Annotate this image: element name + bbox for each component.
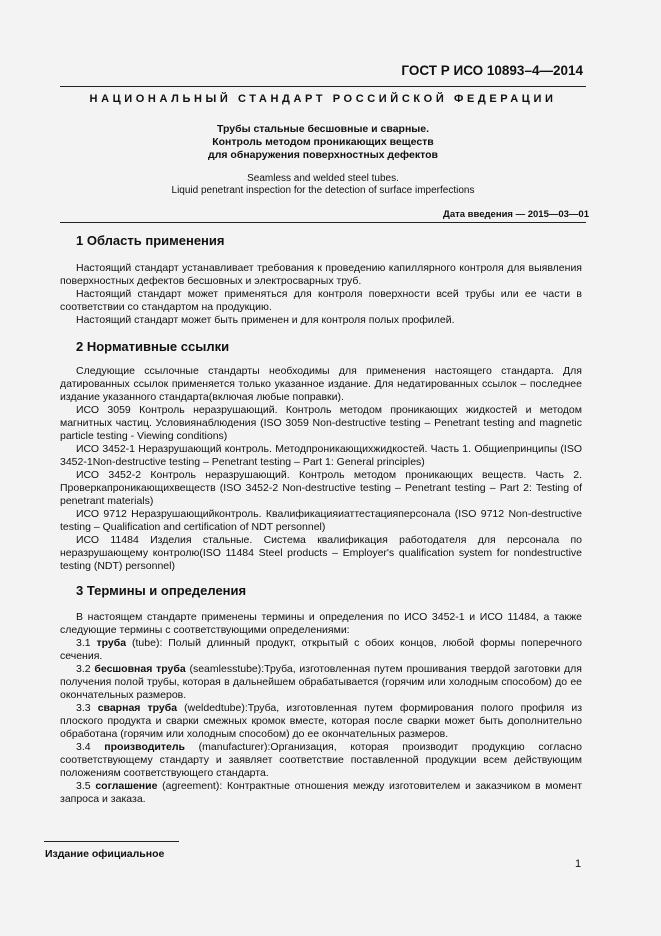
term-number: 3.5 (76, 780, 91, 792)
term-definition (60, 702, 582, 741)
term-definition (60, 741, 582, 780)
section-3-body (60, 611, 582, 806)
section-1-body (60, 262, 582, 327)
term-text: (seamlesstube):Труба, изготовленная путем прошивания твердой заготовки для получения полой трубы, которая в дальнейшем обрабатывается (горячим или холодным способом) до ее окончательных размеров. (60, 663, 582, 701)
term-name: труба (96, 637, 127, 649)
term-number: 3.2 (76, 663, 91, 675)
page-number: 1 (575, 858, 582, 870)
term-name: соглашение (95, 780, 158, 792)
term-definition (60, 780, 582, 806)
section-1-paragraph: Настоящий стандарт устанавливает требования к проведению капиллярного контроля для выявления поверхностных дефектов бесшовных и электросварных труб. (60, 262, 582, 287)
title-ru-line-3: для обнаружения поверхностных дефектов (208, 149, 438, 161)
title-en-line-1: Seamless and welded steel tubes. (247, 173, 399, 184)
reference-iso-11484: ИСО 11484 Изделия стальные. Система квалификация работодателя для персонала по неразрушающему контролю(ISO 11484 Steel products – Employer's qualification system for nondestructive testing (NDT) personnel) (60, 534, 582, 572)
section-1-heading: 1 Область применения (76, 233, 225, 248)
reference-iso-3452-1: ИСО 3452-1 Неразрушающий контроль. Методпроникающихжидкостей. Часть 1. Общиепринципы (ISO 3452-1Non-destructive testing – Penetrant testing – Part 1: General principles) (60, 443, 582, 468)
term-definition (60, 637, 582, 663)
section-1-paragraph: Настоящий стандарт может быть применен и для контроля полых профилей. (76, 314, 455, 326)
term-text: (manufacturer):Организация, которая производит продукцию согласно соответствующему стандарту и заявляет соответствие поставленной продукции всем действующим положениям соответствующего стандарта. (60, 741, 582, 779)
reference-iso-3452-2: ИСО 3452-2 Контроль неразрушающий. Контроль методом проникающих веществ. Часть 2. Проверкапроникающихвеществ (ISO 3452-2 Non-destructive testing – Penetrant testing – Part 2: Testing of penetrant materials) (60, 469, 582, 507)
term-name: производитель (104, 741, 185, 753)
official-edition-label: Издание официальное (45, 848, 165, 860)
term-number: 3.4 (76, 741, 91, 753)
section-2-heading: 2 Нормативные ссылки (76, 339, 230, 354)
title-ru-line-2: Контроль методом проникающих веществ (212, 136, 434, 148)
reference-iso-9712: ИСО 9712 Неразрушающийконтроль. Квалификацияиаттестацияперсонала (ISO 9712 Non-destructive testing – Qualification and certification of NDT personnel) (60, 508, 582, 533)
footer-rule (44, 841, 179, 842)
term-text: (tube): Полый длинный продукт, открытый с обоих концов, любой формы поперечного сечения. (60, 637, 582, 662)
reference-iso-3059: ИСО 3059 Контроль неразрушающий. Контроль методом проникающих жидкостей и методом магнитных частиц. Условиянаблюдения (ISO 3059 Non-destructive testing – Penetrant testing and magnetic particle testing - Viewing conditions) (60, 404, 582, 442)
title-russian (60, 123, 586, 162)
term-text: (agreement): Контрактные отношения между изготовителем и заказчиком в момент запроса и заказа. (60, 780, 583, 805)
term-definition (60, 663, 582, 702)
term-number: 3.1 (76, 637, 91, 649)
title-english (60, 173, 586, 197)
term-number: 3.3 (76, 702, 91, 714)
section-3-intro: В настоящем стандарте применены термины и определения по ИСО 3452-1 и ИСО 11484, а также следующие термины с соответствующими определениями: (60, 611, 582, 636)
national-standard-banner: НАЦИОНАЛЬНЫЙ СТАНДАРТ РОССИЙСКОЙ ФЕДЕРАЦИИ (89, 93, 557, 105)
introduction-date: Дата введения — 2015—03—01 (443, 209, 589, 220)
section-3-heading: 3 Термины и определения (76, 583, 247, 598)
section-2-body (60, 365, 582, 573)
term-name: сварная труба (97, 702, 178, 714)
term-text: (weldedtube):Труба, изготовленная путем формирования полого профиля из плоского продукта и сварки смежных кромок вместе, которая после сварки может быть дополнительно обработана (горячим или холодным способом) до ее окончательных размеров. (60, 702, 583, 740)
title-en-line-2: Liquid penetrant inspection for the detection of surface imperfections (171, 185, 475, 196)
section-1-paragraph: Настоящий стандарт может применяться для контроля поверхности всей трубы или ее части в соответствии со стандартом на продукцию. (60, 288, 582, 313)
title-ru-line-1: Трубы стальные бесшовные и сварные. (216, 123, 430, 135)
section-2-paragraph: Следующие ссылочные стандарты необходимы для применения настоящего стандарта. Для датированных ссылок применяется только указанное издание. Для недатированных ссылок – последнее издание указанного стандарта(включая любые поправки). (60, 365, 582, 403)
date-rule (60, 222, 586, 223)
document-code: ГОСТ Р ИСО 10893–4—2014 (401, 63, 583, 78)
term-name: бесшовная труба (94, 663, 186, 675)
header-rule (60, 86, 586, 87)
